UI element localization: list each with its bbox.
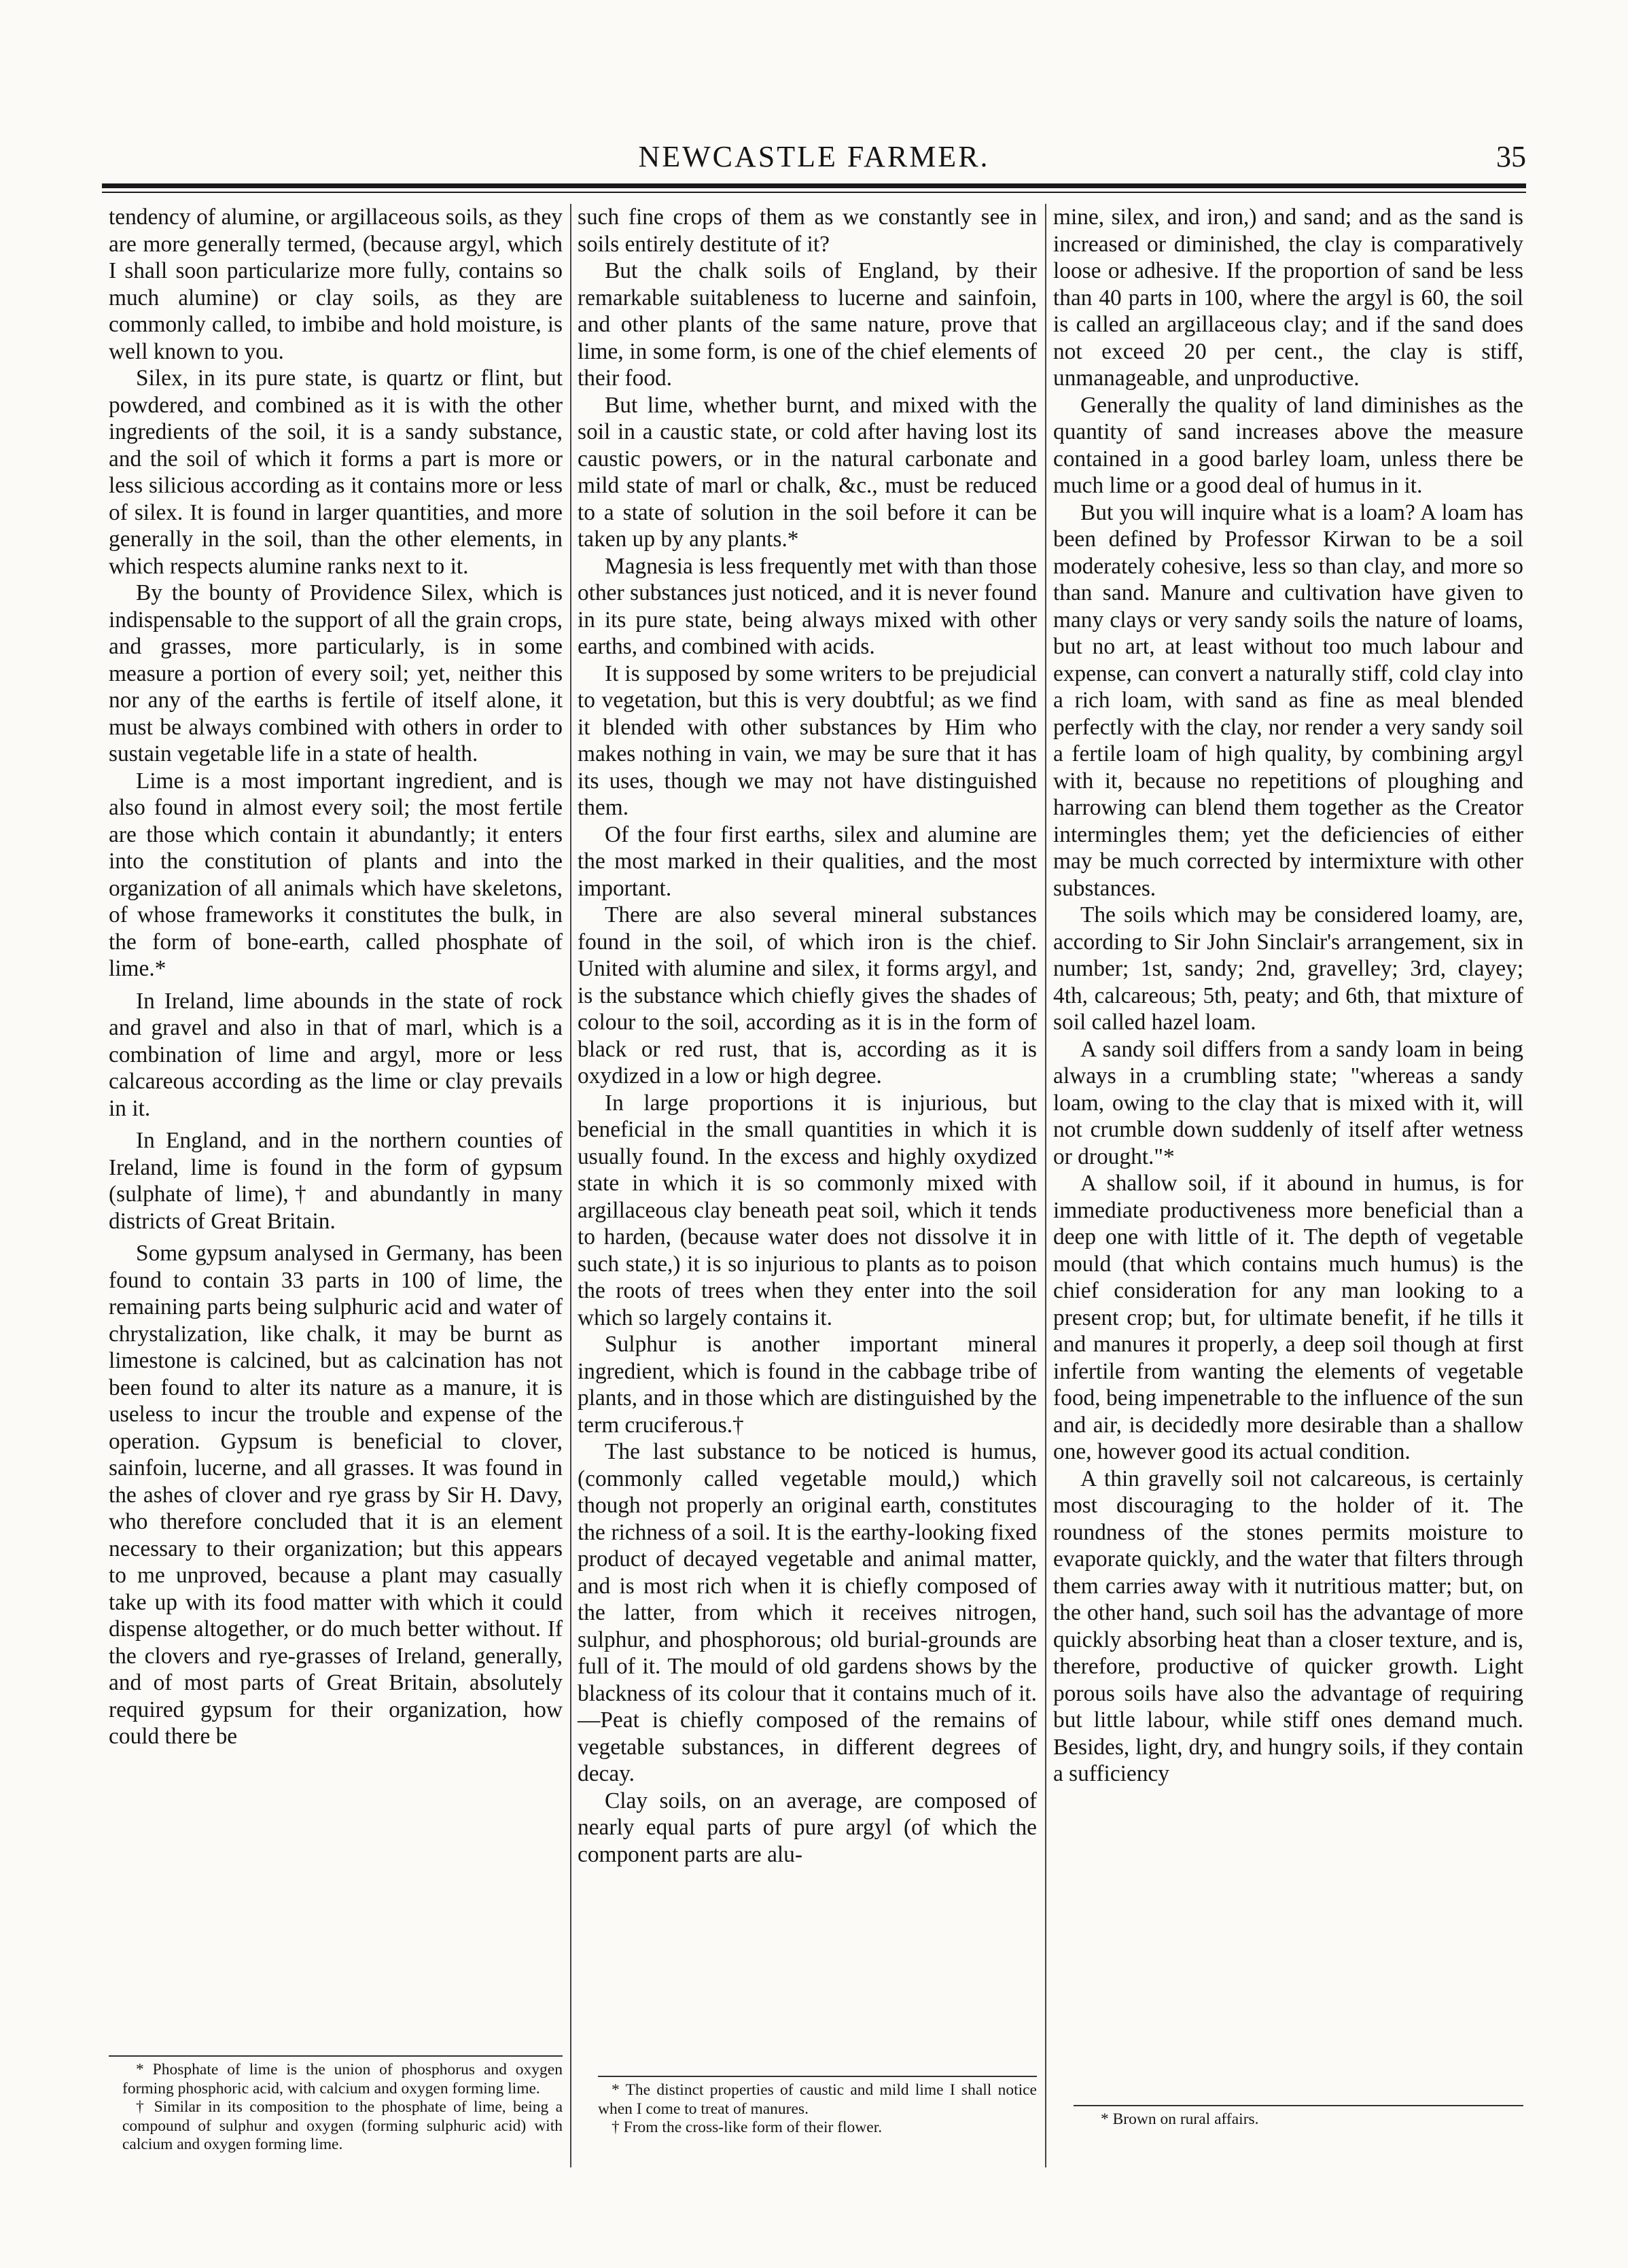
text-column-3: [1053, 204, 1523, 1788]
paragraph: such fine crops of them as we constantly see in soils entirely destitute of it?: [578, 205, 1037, 257]
paragraph: The soils which may be considered loamy, are, according to Sir John Sinclair's arrangement, six in number; 1st, sandy; 2nd, gravelley; 3rd, clayey; 4th, calcareous; 5th, peaty; and 6th, that mixture of soil called hazel loam.: [1053, 902, 1523, 1035]
paragraph: A shallow soil, if it abound in humus, is for immediate productiveness more beneficial than a deep one with little of it. The depth of vegetable mould (that which contains much humus) is the chief consideration for any man looking to a present crop; but, for ultimate benefit, if he tills it and manures it properly, a deep soil though at first infertile from wanting the elements of vegetable food, being impenetrable to the influence of the sun and air, is decidedly more desirable than a shallow one, however good its actual condition.: [1053, 1171, 1523, 1464]
footnote-rule-col3: [1074, 2105, 1523, 2106]
paragraph: But lime, whether burnt, and mixed with the soil in a caustic state, or cold after having lost its caustic powers, or in the natural carbonate and mild state of marl or chalk, &c., must be reduced to a state of solution in the soil before it can be taken up by any plants.*: [578, 392, 1037, 552]
footnote: † Similar in its composition to the phosphate of lime, being a compound of sulphur and oxygen (forming sulphuric acid) with calcium and oxygen forming lime.: [122, 2098, 563, 2153]
footnote: * Brown on rural affairs.: [1101, 2110, 1259, 2128]
paragraph: tendency of alumine, or argillaceous soils, as they are more generally termed, (because argyl, which I shall soon particularize more fully, contains so much alumine) or clay soils, as they are commonly called, to imbibe and hold moisture, is well known to you.: [109, 205, 563, 364]
paragraph: A thin gravelly soil not calcareous, is certainly most discouraging to the holder of it. The roundness of the stones permits moisture to evaporate quickly, and the water that filters through them carries away with it nutritious matter; but, on the other hand, such soil has the advantage of more quickly absorbing heat than a closer texture, and is, therefore, productive of quicker growth. Light porous soils have also the advantage of requiring but little labour, while stiff ones demand much. Besides, light, dry, and hungry soils, if they contain a sufficiency: [1053, 1466, 1523, 1786]
footnote-rule-col2: [598, 2076, 1037, 2077]
paragraph: Of the four first earths, silex and alumine are the most marked in their qualities, and the most important.: [578, 821, 1037, 901]
footnotes-col1: [122, 2061, 563, 2155]
paragraph: In large proportions it is injurious, but beneficial in the small quantities in which it is usually found. In the excess and highly oxydized state in which it is so commonly mixed with argillaceous clay beneath peat soil, which it tends to harden, (because water does not dissolve it in such state,) it is so injurious to plants as to poison the roots of trees when they enter into the soil which so largely contains it.: [578, 1090, 1037, 1330]
paragraph: It is supposed by some writers to be prejudicial to vegetation, but this is very doubtful; as we find it blended with other substances by Him who makes nothing in vain, we may be sure that it has its uses, though we may not have distinguished them.: [578, 660, 1037, 820]
column-divider-right: [1045, 204, 1046, 2167]
paragraph: Sulphur is another important mineral ingredient, which is found in the cabbage tribe of plants, and in those which are distinguished by the term cruciferous.†: [578, 1332, 1037, 1438]
paragraph: mine, silex, and iron,) and sand; and as the sand is increased or diminished, the clay is comparatively loose or adhesive. If the proportion of sand be less than 40 parts in 100, where the argyl is 60, the soil is called an argillaceous clay; and if the sand does not exceed 20 per cent., the clay is stiff, unmanageable, and unproductive.: [1053, 205, 1523, 391]
paragraph: By the bounty of Providence Silex, which is indispensable to the support of all the grain crops, and grasses, more particularly, is in some measure a portion of every soil; yet, neither this nor any of the earths is fertile of itself alone, it must be always combined with others in order to sustain vegetable life in a state of health.: [109, 580, 563, 766]
header-rule-thick: [102, 183, 1526, 188]
page-number: 35: [1496, 140, 1526, 173]
text-column-1: [109, 204, 563, 1750]
footnote: * The distinct properties of caustic and mild lime I shall notice when I come to treat of manures.: [598, 2081, 1037, 2118]
footnote: † From the cross-like form of their flower.: [612, 2119, 883, 2136]
paragraph: In England, and in the northern counties of Ireland, lime is found in the form of gypsum (sulphate of lime),† and abundantly in many districts of Great Britain.: [109, 1128, 563, 1234]
header-rule-thin: [102, 192, 1526, 193]
paragraph: Clay soils, on an average, are composed of nearly equal parts of pure argyl (of which the component parts are alu-: [578, 1788, 1037, 1867]
page-header: [102, 139, 1526, 181]
paragraph: The last substance to be noticed is humus, (commonly called vegetable mould,) which though not properly an original earth, constitutes the richness of a soil. It is the earthy-looking fixed product of decayed vegetable and animal matter, and is most rich when it is chiefly composed of the latter, from which it receives nitrogen, sulphur, and phosphorous; old burial-grounds are full of it. The mould of old gardens shows by the blackness of its colour that it contains much of it.—Peat is chiefly composed of the remains of vegetable substances, in different degrees of decay.: [578, 1439, 1037, 1786]
paragraph: In Ireland, lime abounds in the state of rock and gravel and also in that of marl, which is a combination of lime and argyl, more or less calcareous according as the lime or clay prevails in it.: [109, 988, 563, 1121]
paragraph: Generally the quality of land diminishes as the quantity of sand increases above the measure contained in a good barley loam, unless there be much lime or a good deal of humus in it.: [1053, 392, 1523, 498]
paragraph: But the chalk soils of England, by their remarkable suitableness to lucerne and sainfoin, and other plants of the same nature, prove that lime, in some form, is one of the chief elements of their food.: [578, 258, 1037, 391]
footnote: * Phosphate of lime is the union of phosphorus and oxygen forming phosphoric acid, with calcium and oxygen forming lime.: [122, 2061, 563, 2097]
paragraph: Silex, in its pure state, is quartz or flint, but powdered, and combined as it is with the other ingredients of the soil, it is a sandy substance, and the soil of which it forms a part is more or less silicious according as it contains more or less of silex. It is found in larger quantities, and more generally in the soil, than the other elements, in which respects alumine ranks next to it.: [109, 366, 563, 579]
paragraph: A sandy soil differs from a sandy loam in being always in a crumbling state; "whereas a sandy loam, owing to the clay that is mixed with it, will not crumble down suddenly of itself after wetness or drought."*: [1053, 1036, 1523, 1169]
footnote-rule-col1: [109, 2055, 563, 2057]
running-title: NEWCASTLE FARMER.: [638, 140, 990, 173]
column-divider-left: [570, 204, 571, 2167]
paragraph: Lime is a most important ingredient, and is also found in almost every soil; the most fertile are those which contain it abundantly; it enters into the constitution of plants and into the organization of all animals which have skeletons, of whose frameworks it constitutes the bulk, in the form of bone-earth, called phosphate of lime.*: [109, 768, 563, 981]
paragraph: Some gypsum analysed in Germany, has been found to contain 33 parts in 100 of lime, the remaining parts being sulphuric acid and water of chrystalization, like chalk, it may be burnt as limestone is calcined, but as calcination has not been found to alter its nature as a manure, it is useless to incur the trouble and expense of the operation. Gypsum is beneficial to clover, sainfoin, lucerne, and all grasses. It was found in the ashes of clover and rye grass by Sir H. Davy, who therefore concluded that it is an element necessary to their organization; but this appears to me unproved, because a plant may casually take up with its food matter with which it could dispense altogether, or do much better without. If the clovers and rye-grasses of Ireland, generally, and of most parts of Great Britain, absolutely required gypsum for their organization, how could there be: [109, 1241, 563, 1749]
text-column-2: [578, 204, 1037, 1868]
footnotes-col2: [598, 2081, 1037, 2138]
paragraph: But you will inquire what is a loam? A loam has been defined by Professor Kirwan to be a soil moderately cohesive, less so than clay, and more so than sand. Manure and cultivation have given to many clays or very sandy soils the nature of loams, but no art, at least without too much labour and expense, can convert a naturally stiff, cold clay into a rich loam, with sand as fine as meal blended perfectly with the clay, nor render a very sandy soil a fertile loam of high quality, by combining argyl with it, because no repetitions of ploughing and harrowing can blend them together as the Creator intermingles them; yet the deficiencies of either may be much corrected by intermixture with other substances.: [1053, 499, 1523, 901]
paragraph: There are also several mineral substances found in the soil, of which iron is the chief. United with alumine and silex, it forms argyl, and is the substance which chiefly gives the shades of colour to the soil, according as it is in the form of black or red rust, that is, according as it is oxydized in a low or high degree.: [578, 902, 1037, 1088]
footnotes-col3: [1087, 2110, 1523, 2129]
paragraph: Magnesia is less frequently met with than those other substances just noticed, and it is never found in its pure state, being always mixed with other earths, and combined with acids.: [578, 553, 1037, 659]
